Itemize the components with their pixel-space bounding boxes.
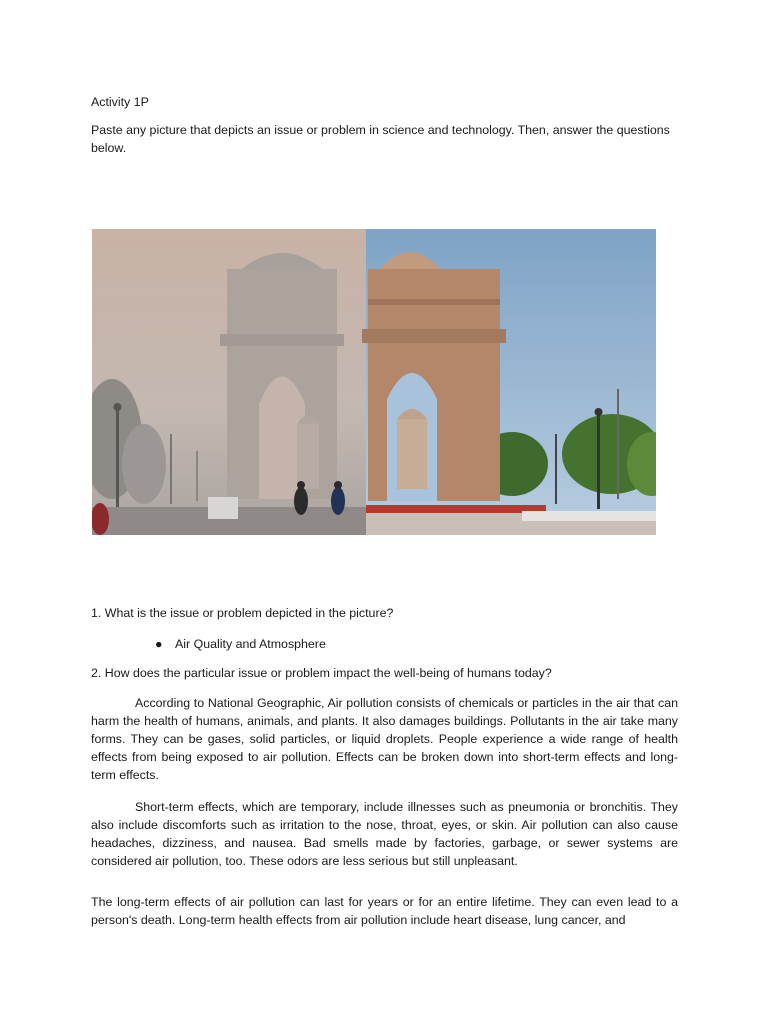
pollution-comparison-image	[92, 229, 656, 535]
question-1: 1. What is the issue or problem depicted in the picture?	[91, 606, 394, 620]
paragraph-3: The long-term effects of air pollution can last for years or for an entire lifetime. They can even lead to a person's death. Long-term health effects from air pollution include heart disease, lung cancer, and	[91, 895, 678, 927]
question-2: 2. How does the particular issue or problem impact the well-being of humans today?	[91, 666, 552, 680]
paragraph-2	[91, 798, 678, 870]
india-gate-smog-vs-clear-illustration	[92, 229, 656, 535]
instructions-text: Paste any picture that depicts an issue or problem in science and technology. Then, answer the questions below.	[91, 123, 670, 155]
answer-1-bullet	[155, 635, 326, 653]
bullet-dot-icon: ●	[155, 637, 163, 651]
paragraph-2-text: Short-term effects, which are temporary, include illnesses such as pneumonia or bronchitis. They also include discomforts such as irritation to the nose, throat, eyes, or skin. Air pollution can also cause headaches, dizziness, and nausea. Bad smells made by factories, garbage, or sewer systems are considered air pollution, too. These odors are less serious but still unpleasant.	[91, 800, 678, 868]
activity-title: Activity 1P	[91, 95, 149, 109]
answer-1-text: Air Quality and Atmosphere	[175, 637, 326, 651]
paragraph-1-text: According to National Geographic, Air pollution consists of chemicals or particles in the air that can harm the health of humans, animals, and plants. It also damages buildings. Pollutants in the air take many forms. They can be gases, solid particles, or liquid droplets. People experience a wide range of health effects from being exposed to air pollution. Effects can be broken down into short-term effects and long-term effects.	[91, 696, 678, 782]
paragraph-1	[91, 694, 678, 784]
